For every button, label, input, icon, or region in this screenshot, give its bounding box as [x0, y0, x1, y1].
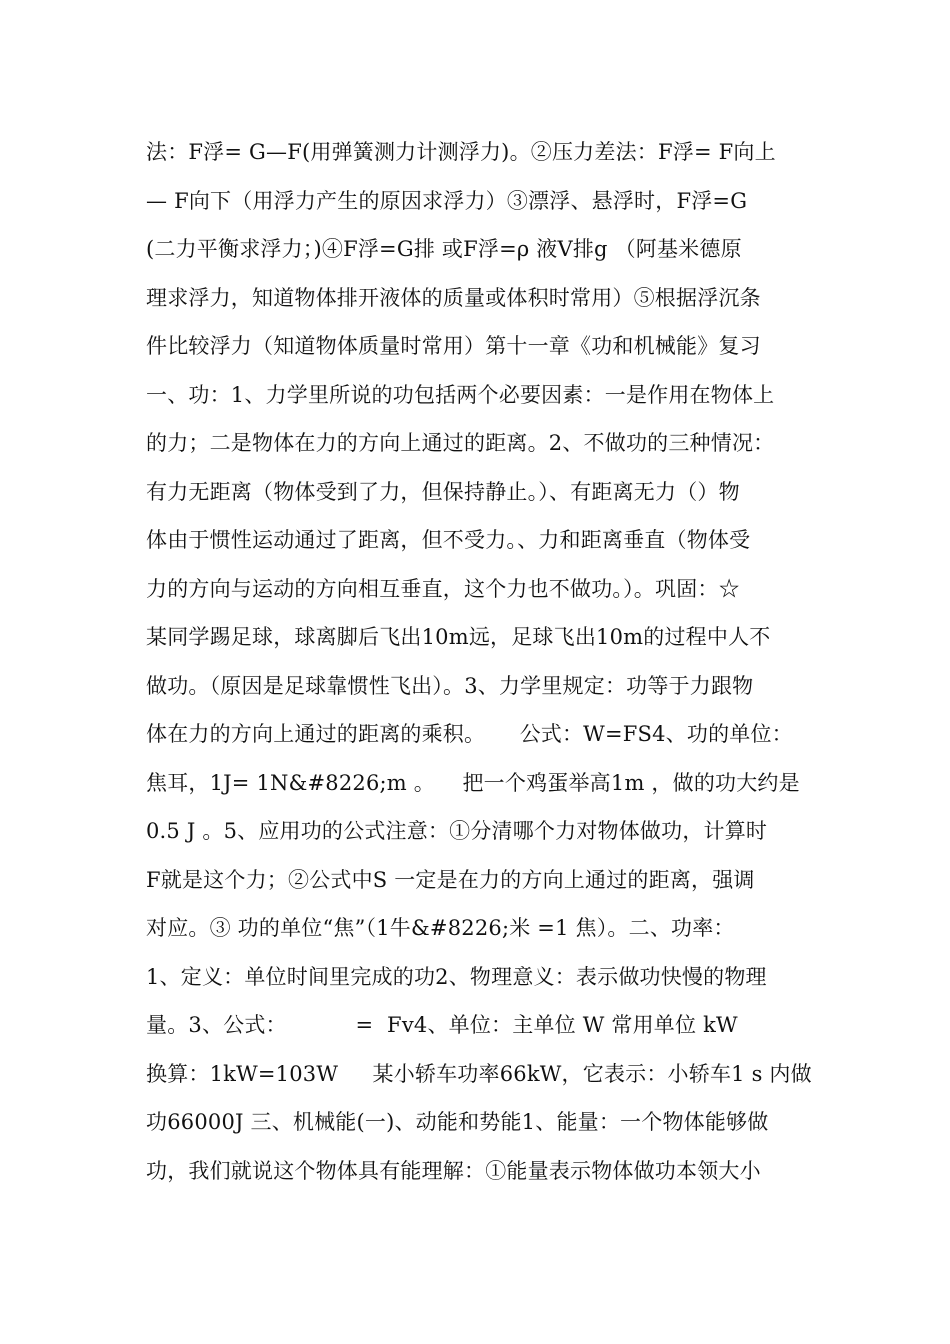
text-line: F就是这个力；②公式中S 一定是在力的方向上通过的距离，强调: [146, 867, 755, 892]
text-line: 有力无距离（物体受到了力，但保持静止。）、有距离无力（）物: [146, 479, 740, 504]
text-line: 对应。③ 功的单位“焦”（1牛&#8226;米 =1 焦）。二、功率：: [146, 916, 735, 940]
text-line: 功，我们就说这个物体具有能理解：①能量表示物体做功本领大小: [146, 1158, 761, 1183]
text-line: 理求浮力，知道物体排开液体的质量或体积时常用）⑤根据浮沉条: [146, 285, 761, 310]
text-line: 一、功：1、力学里所说的功包括两个必要因素：一是作用在物体上: [146, 382, 775, 407]
text-line: 法：F浮= G—F(用弹簧测力计测浮力)。②压力差法：F浮= F向上: [146, 140, 776, 164]
text-line: 体由于惯性运动通过了距离，但不受力。、力和距离垂直（物体受: [146, 528, 751, 552]
text-line: 量。3、公式： = Fv4、单位：主单位 W 常用单位 kW: [146, 1013, 738, 1037]
text-line: 0.5 J 。5、应用功的公式注意：①分清哪个力对物体做功，计算时: [146, 819, 768, 843]
text-line: 焦耳，1J= 1N&#8226;m 。 把一个鸡蛋举高1m ，做的功大约是: [146, 770, 800, 795]
text-line: — F向下（用浮力产生的原因求浮力）③漂浮、悬浮时，F浮=G: [146, 188, 748, 213]
text-line: 体在力的方向上通过的距离的乘积。 公式：W=FS4、功的单位：: [146, 722, 793, 746]
text-line: 功66000J 三、机械能(一)、动能和势能1、能量：一个物体能够做: [146, 1110, 769, 1134]
text-line: 1、定义：单位时间里完成的功2、物理意义：表示做功快慢的物理: [146, 964, 767, 989]
text-line: 件比较浮力（知道物体质量时常用）第十一章《功和机械能》复习: [146, 334, 761, 358]
text-line: 某同学踢足球，球离脚后飞出10m远，足球飞出10m的过程中人不: [146, 625, 771, 649]
text-line: 的力；二是物体在力的方向上通过的距离。2、不做功的三种情况：: [146, 431, 775, 455]
text-line: 做功。（原因是足球靠惯性飞出）。3、力学里规定：功等于力跟物: [146, 673, 754, 698]
text-line: 力的方向与运动的方向相互垂直，这个力也不做功。）。巩固：☆: [146, 576, 740, 601]
text-line: 换算：1kW=103W 某小轿车功率66kW，它表示：小轿车1 s 内做: [146, 1061, 812, 1086]
text-line: (二力平衡求浮力；)④F浮=G排 或F浮=ρ 液V排g （阿基米德原: [146, 237, 742, 261]
body-text: [146, 128, 826, 1195]
